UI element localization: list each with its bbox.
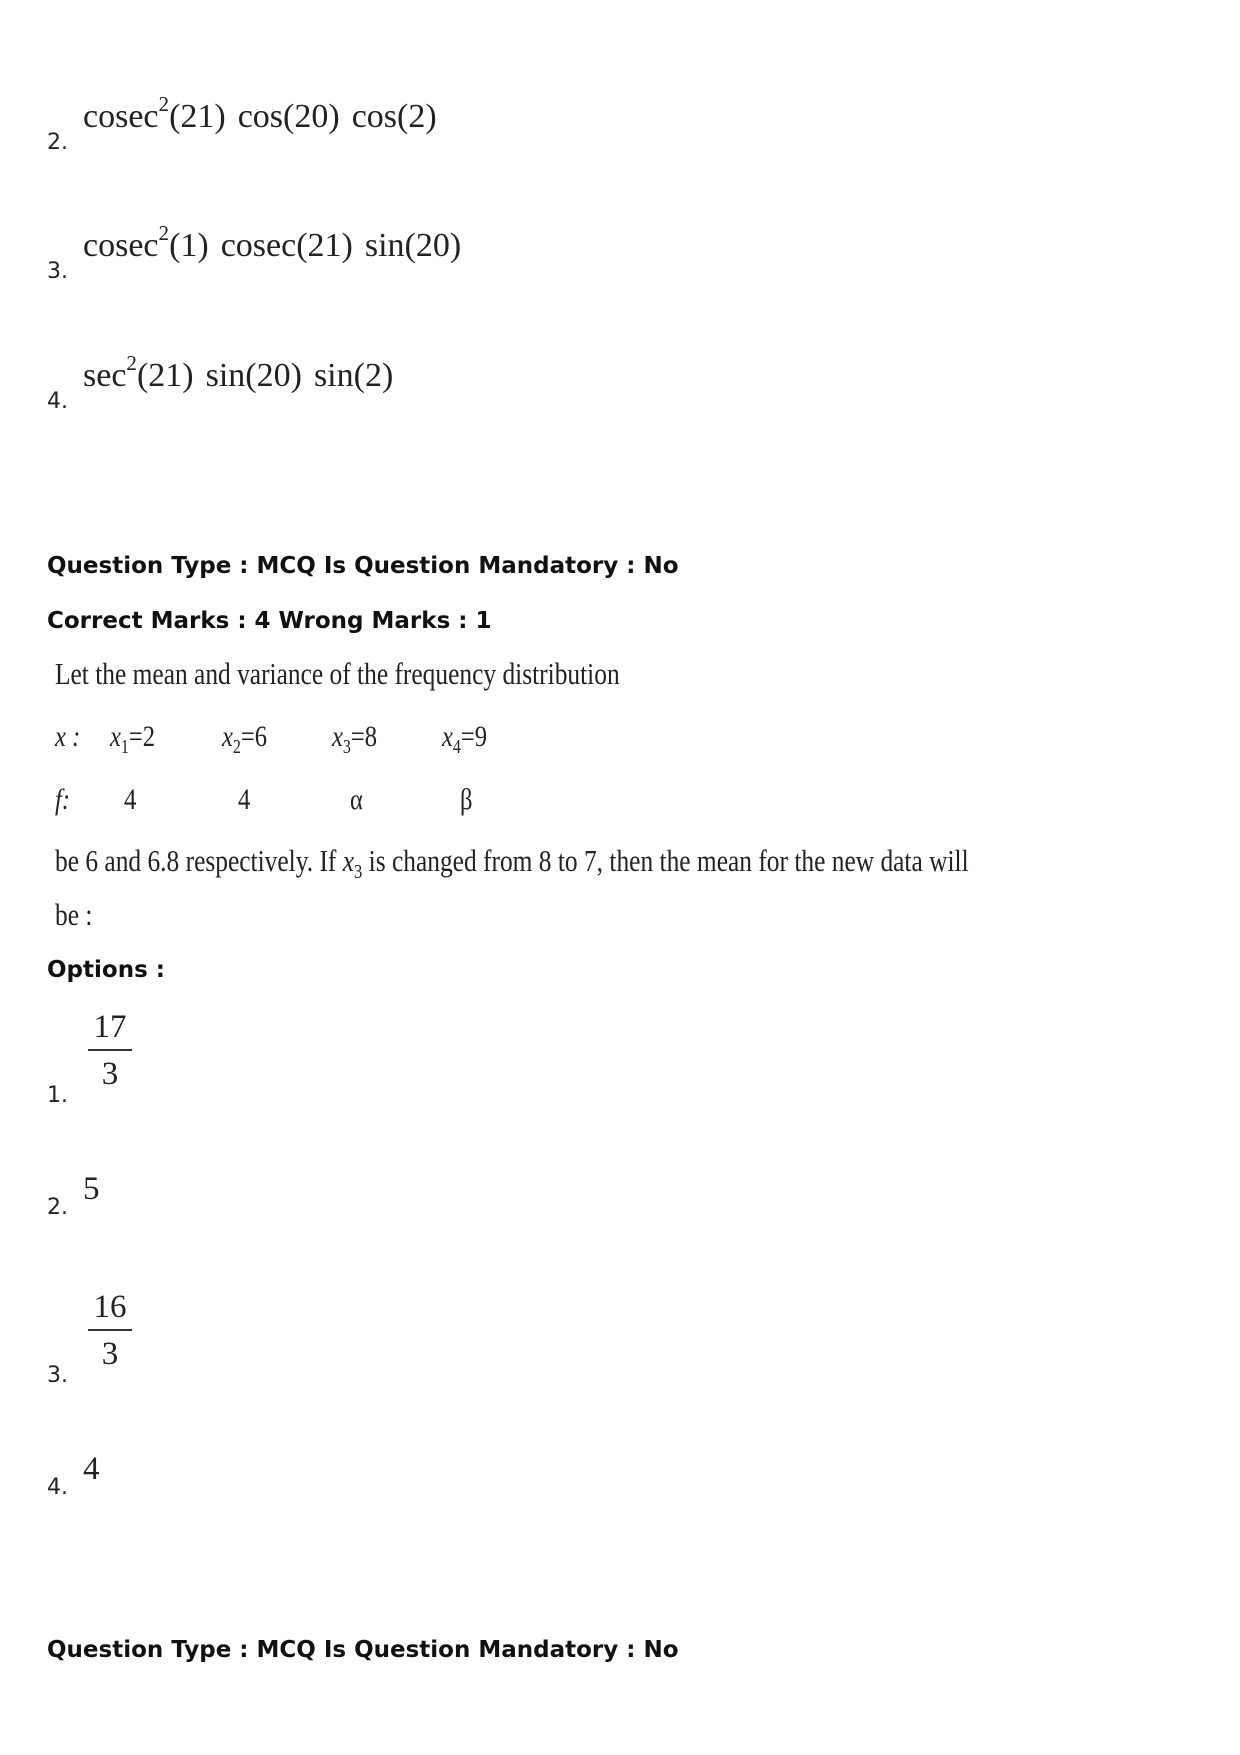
denominator: 3 (101, 1055, 119, 1092)
numerator: 17 (93, 1009, 127, 1045)
option-value: 5 (83, 1171, 100, 1207)
option-number: 4. (47, 389, 68, 414)
denominator: 3 (101, 1335, 119, 1372)
f-value-3: α (350, 783, 363, 816)
option-number: 1. (47, 1083, 68, 1108)
option-number: 2. (47, 130, 68, 155)
option-number: 3. (47, 1363, 68, 1388)
fraction-bar (88, 1329, 132, 1331)
option-value: 4 (83, 1451, 100, 1487)
question-body-line-2: be : (55, 897, 93, 932)
question-intro: Let the mean and variance of the frequency distribution (55, 656, 620, 691)
option-number: 2. (47, 1195, 68, 1220)
option-fraction (88, 1290, 132, 1371)
fraction-bar (88, 1049, 132, 1051)
options-label: Options : (47, 957, 165, 983)
x-value-2: $x_2=6$ (222, 720, 268, 758)
option-number: 4. (47, 1475, 68, 1500)
f-value-2: 4 (238, 783, 251, 816)
next-question-type-line: Question Type : MCQ Is Question Mandatory : No (47, 1637, 679, 1663)
f-row-label: f: (55, 783, 71, 816)
option-fraction (88, 1010, 132, 1091)
option-expression: cosec$^2$(1) cosec(21) sin(20) (83, 221, 462, 264)
f-value-4: β (460, 783, 473, 816)
marks-line: Correct Marks : 4 Wrong Marks : 1 (47, 608, 492, 634)
x-row-label: x : (55, 720, 81, 753)
x-value-3: $x_3=8$ (332, 720, 378, 758)
numerator: 16 (93, 1289, 127, 1325)
option-expression: cosec$^2$(21) cos(20) cos(2) (83, 92, 437, 135)
option-number: 3. (47, 259, 68, 284)
question-body-line-1: be 6 and 6.8 respectively. If $x_3$ is changed from 8 to 7, then the mean for the new data will (55, 843, 969, 884)
x-value-1: $x_1=2$ (110, 720, 156, 758)
question-type-line: Question Type : MCQ Is Question Mandatory : No (47, 553, 679, 579)
x-value-4: $x_4=9$ (442, 720, 488, 758)
f-value-1: 4 (124, 783, 137, 816)
option-expression: $\sec^2(21)$ sin(20) sin(2) (83, 351, 394, 394)
